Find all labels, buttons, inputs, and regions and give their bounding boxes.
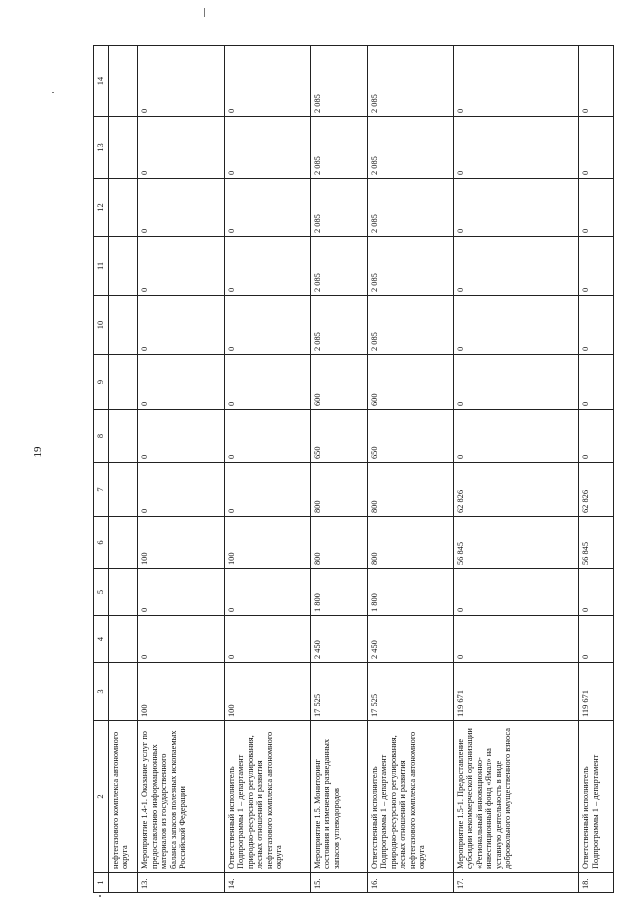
table-row: [310, 46, 367, 893]
value-cell: 2 450: [310, 616, 367, 663]
value-cell: [109, 355, 138, 410]
description-cell: Мероприятие 1.4-1. Оказание услуг по предоставлению информационных материалов из государственного баланса запасов полезных ископаемых Российской Федерации: [138, 721, 224, 873]
value-cell: 0: [453, 237, 579, 296]
column-header: 1: [94, 873, 109, 893]
value-cell: 100: [224, 517, 310, 569]
value-cell: 17 525: [367, 663, 453, 721]
value-cell: [109, 410, 138, 463]
value-cell: 0: [453, 46, 579, 117]
description-cell: нефтегазового комплекса автономного округа: [109, 721, 138, 873]
value-cell: [109, 296, 138, 355]
value-cell: 0: [224, 569, 310, 616]
rotated-table-wrapper: [93, 46, 614, 893]
value-cell: 0: [579, 355, 614, 410]
value-cell: 0: [579, 616, 614, 663]
value-cell: 0: [138, 179, 224, 237]
value-cell: [109, 179, 138, 237]
row-index-cell: [109, 873, 138, 893]
value-cell: 0: [138, 616, 224, 663]
column-header: 4: [94, 616, 109, 663]
table-row: [224, 46, 310, 893]
table-row: [579, 46, 614, 893]
value-cell: 0: [224, 179, 310, 237]
value-cell: 2 085: [367, 237, 453, 296]
value-cell: 0: [224, 355, 310, 410]
value-cell: 650: [310, 410, 367, 463]
value-cell: 0: [453, 410, 579, 463]
column-header: 12: [94, 179, 109, 237]
value-cell: [109, 663, 138, 721]
value-cell: 0: [579, 569, 614, 616]
value-cell: 0: [224, 296, 310, 355]
column-header: 11: [94, 237, 109, 296]
value-cell: 0: [224, 616, 310, 663]
value-cell: 1 800: [367, 569, 453, 616]
value-cell: 0: [579, 296, 614, 355]
value-cell: [109, 237, 138, 296]
value-cell: 2 085: [367, 179, 453, 237]
value-cell: 119 671: [579, 663, 614, 721]
value-cell: 62 826: [453, 463, 579, 517]
value-cell: 0: [453, 117, 579, 179]
value-cell: 0: [138, 569, 224, 616]
value-cell: 56 845: [453, 517, 579, 569]
column-header: 10: [94, 296, 109, 355]
value-cell: 600: [367, 355, 453, 410]
value-cell: 17 525: [310, 663, 367, 721]
value-cell: [109, 117, 138, 179]
value-cell: 0: [453, 179, 579, 237]
value-cell: 0: [453, 355, 579, 410]
value-cell: 2 450: [367, 616, 453, 663]
value-cell: 0: [453, 569, 579, 616]
value-cell: 600: [310, 355, 367, 410]
value-cell: 119 671: [453, 663, 579, 721]
scan-mark: [99, 895, 101, 897]
value-cell: 0: [138, 355, 224, 410]
value-cell: 0: [224, 117, 310, 179]
value-cell: 2 085: [367, 117, 453, 179]
row-index-cell: 17.: [453, 873, 579, 893]
value-cell: 2 085: [310, 179, 367, 237]
row-index-cell: 15.: [310, 873, 367, 893]
description-cell: Мероприятие 1.5-1. Предоставление субсидии некоммерческой организации «Региональный инновационно-инвестиционный фонд «Ямал» на уставную деятельность в виде добровольного имущественного взноса: [453, 721, 579, 873]
value-cell: 0: [138, 117, 224, 179]
value-cell: 0: [579, 46, 614, 117]
value-cell: 0: [224, 46, 310, 117]
header-row: [94, 46, 109, 893]
value-cell: 1 800: [310, 569, 367, 616]
column-header: 8: [94, 410, 109, 463]
value-cell: 2 085: [310, 296, 367, 355]
row-index-cell: 13.: [138, 873, 224, 893]
budget-table: [93, 45, 614, 893]
value-cell: 0: [579, 410, 614, 463]
column-header: 13: [94, 117, 109, 179]
value-cell: 2 085: [310, 117, 367, 179]
scan-mark: [204, 8, 205, 17]
column-header: 5: [94, 569, 109, 616]
value-cell: 62 826: [579, 463, 614, 517]
description-cell: Ответственный исполнитель Подпрограммы 1 – департамент природно-ресурсного регулирования, лесных отношений и развития нефтегазового комплекса автономного округа: [367, 721, 453, 873]
value-cell: 2 085: [367, 46, 453, 117]
scan-mark: [52, 92, 54, 93]
value-cell: 0: [224, 463, 310, 517]
value-cell: [109, 569, 138, 616]
row-index-cell: 16.: [367, 873, 453, 893]
column-header: 9: [94, 355, 109, 410]
value-cell: 100: [138, 663, 224, 721]
table-row: [367, 46, 453, 893]
table-row: [453, 46, 579, 893]
page-number: 19: [32, 446, 44, 458]
value-cell: [109, 616, 138, 663]
value-cell: 0: [453, 616, 579, 663]
value-cell: 100: [224, 663, 310, 721]
column-header: 2: [94, 721, 109, 873]
value-cell: 800: [310, 463, 367, 517]
value-cell: 0: [138, 410, 224, 463]
value-cell: 2 085: [310, 237, 367, 296]
value-cell: 0: [138, 46, 224, 117]
table-row: [138, 46, 224, 893]
value-cell: 0: [138, 237, 224, 296]
row-index-cell: 18.: [579, 873, 614, 893]
description-cell: Ответственный исполнитель Подпрограммы 1 – департамент природно-ресурсного регулирования, лесных отношений и развития нефтегазового комплекса автономного округа: [224, 721, 310, 873]
value-cell: 0: [579, 117, 614, 179]
value-cell: 0: [579, 179, 614, 237]
value-cell: 0: [138, 296, 224, 355]
column-header: 6: [94, 517, 109, 569]
value-cell: 800: [310, 517, 367, 569]
value-cell: 2 085: [310, 46, 367, 117]
value-cell: 2 085: [367, 296, 453, 355]
value-cell: [109, 46, 138, 117]
value-cell: [109, 517, 138, 569]
column-header: 7: [94, 463, 109, 517]
value-cell: 56 845: [579, 517, 614, 569]
value-cell: 0: [579, 237, 614, 296]
description-cell: Ответственный исполнитель Подпрограммы 1 – департамент: [579, 721, 614, 873]
column-header: 14: [94, 46, 109, 117]
value-cell: 0: [138, 463, 224, 517]
description-cell: Мероприятие 1.5. Мониторинг состояния и изменения разведанных запасов углеводородов: [310, 721, 367, 873]
value-cell: [109, 463, 138, 517]
value-cell: 650: [367, 410, 453, 463]
value-cell: 100: [138, 517, 224, 569]
value-cell: 800: [367, 463, 453, 517]
value-cell: 800: [367, 517, 453, 569]
value-cell: 0: [224, 237, 310, 296]
value-cell: 0: [224, 410, 310, 463]
column-header: 3: [94, 663, 109, 721]
table-row: [109, 46, 138, 893]
row-index-cell: 14.: [224, 873, 310, 893]
value-cell: 0: [453, 296, 579, 355]
